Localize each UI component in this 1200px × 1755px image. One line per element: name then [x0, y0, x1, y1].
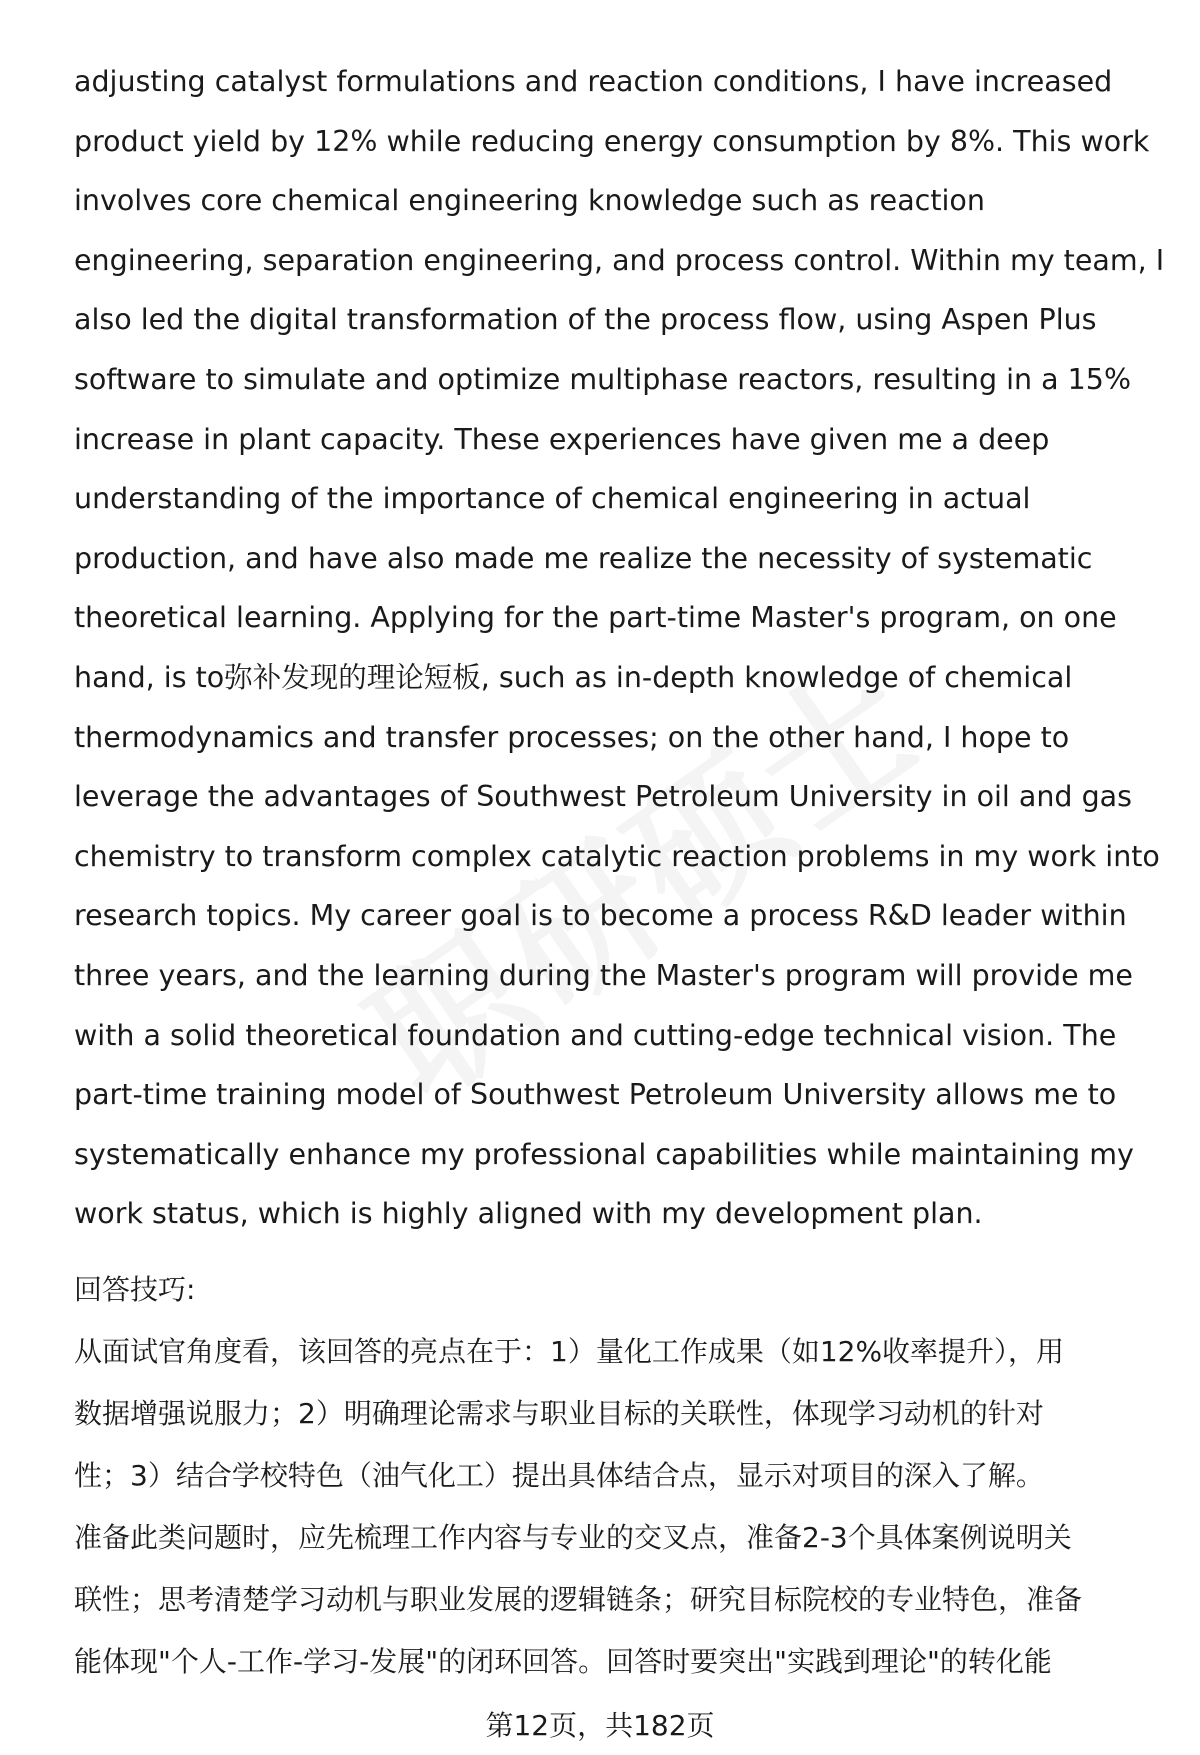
tips-line: 从面试官角度看，该回答的亮点在于：1）量化工作成果（如12%收率提升），用: [74, 1335, 1065, 1368]
body-line: increase in plant capacity. These experiences have given me a deep: [74, 422, 1050, 456]
body-line: research topics. My career goal is to become a process R&D leader within: [74, 899, 1127, 933]
tips-line: 数据增强说服力；2）明确理论需求与职业目标的关联性，体现学习动机的针对: [74, 1397, 1044, 1430]
body-line: adjusting catalyst formulations and reaction conditions, I have increased: [74, 65, 1113, 98]
body-line: work status, which is highly aligned with my development plan.: [74, 1197, 983, 1231]
tips-line: 性；3）结合学校特色（油气化工）提出具体结合点，显示对项目的深入了解。: [74, 1459, 1044, 1492]
tips-line: 能体现"个人-工作-学习-发展"的闭环回答。回答时要突出"实践到理论"的转化能: [74, 1645, 1052, 1678]
body-line: with a solid theoretical foundation and cutting-edge technical vision. The: [74, 1018, 1117, 1052]
answer-tips-section: [74, 1270, 1154, 1704]
body-paragraph: [74, 52, 1165, 1244]
body-line: product yield by 12% while reducing energy consumption by 8%. This work: [74, 124, 1150, 158]
body-line: engineering, separation engineering, and process control. Within my team, I: [74, 243, 1165, 277]
body-line: three years, and the learning during the Master's program will provide me: [74, 958, 1133, 992]
body-line: also led the digital transformation of the process flow, using Aspen Plus: [74, 303, 1097, 337]
body-line: theoretical learning. Applying for the part-time Master's program, on one: [74, 601, 1117, 635]
tips-line: 准备此类问题时，应先梳理工作内容与专业的交叉点，准备2-3个具体案例说明关: [74, 1521, 1072, 1554]
body-line: involves core chemical engineering knowledge such as reaction: [74, 184, 985, 218]
tips-heading: 回答技巧:: [74, 1273, 196, 1306]
page-number: 第12页，共182页: [485, 1709, 715, 1742]
body-line: chemistry to transform complex catalytic reaction problems in my work into: [74, 839, 1160, 873]
body-line: software to simulate and optimize multiphase reactors, resulting in a 15%: [74, 362, 1132, 396]
body-line: production, and have also made me realize the necessity of systematic: [74, 541, 1093, 575]
body-line: part-time training model of Southwest Petroleum University allows me to: [74, 1078, 1117, 1112]
tips-line: 联性；思考清楚学习动机与职业发展的逻辑链条；研究目标院校的专业特色，准备: [74, 1583, 1083, 1616]
body-line: leverage the advantages of Southwest Petroleum University in oil and gas: [74, 780, 1132, 814]
body-line: hand, is to弥补发现的理论短板, such as in-depth knowledge of chemical: [74, 660, 1073, 694]
body-line: understanding of the importance of chemical engineering in actual: [74, 482, 1031, 516]
body-line: systematically enhance my professional capabilities while maintaining my: [74, 1137, 1134, 1171]
body-line: thermodynamics and transfer processes; on the other hand, I hope to: [74, 720, 1070, 754]
